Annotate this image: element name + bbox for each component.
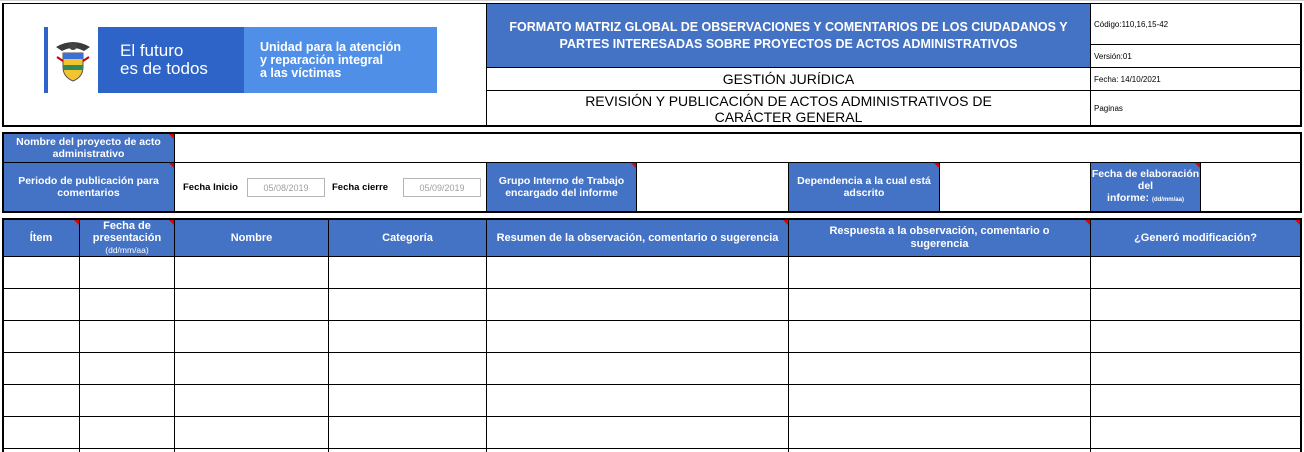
table-row[interactable] <box>3 321 1300 352</box>
col-header-modification: ¿Generó modificación? <box>1091 220 1300 256</box>
work-group-label: Grupo Interno de Trabajo encargado del informe <box>487 163 636 211</box>
end-date-field[interactable]: 05/09/2019 <box>403 178 481 197</box>
col-header-date-format: (dd/mm/aa) <box>105 245 149 255</box>
period-label: Periodo de publicación para comentarios <box>3 163 174 211</box>
start-date-field[interactable]: 05/08/2019 <box>247 178 325 197</box>
doc-version: Versión:01 <box>1094 51 1132 61</box>
logo-entity-line1: Unidad para la atención <box>260 40 402 54</box>
col-header-response: Respuesta a la observación, comentario o sugerencia <box>789 220 1090 256</box>
project-name-field[interactable] <box>175 134 1300 162</box>
col-header-category: Categoría <box>329 220 486 256</box>
doc-code: Código:110,16,15-42 <box>1094 19 1169 29</box>
end-date-label: Fecha cierre <box>332 182 388 193</box>
dependency-label: Dependencia a la cual está adscrito <box>789 163 939 211</box>
logo-slogan-line2: es de todos <box>120 59 208 78</box>
report-date-field[interactable] <box>1201 163 1300 211</box>
col-header-name: Nombre <box>175 220 328 256</box>
table-row[interactable] <box>3 353 1300 384</box>
report-date-format: (dd/mm/aa) <box>1151 197 1184 203</box>
table-row[interactable] <box>3 289 1300 320</box>
colombia-coat-of-arms-icon <box>48 27 98 93</box>
col-header-item: Ítem <box>3 220 79 256</box>
area-title: GESTIÓN JURÍDICA <box>722 71 855 87</box>
logo-entity-line2: y reparación integral <box>260 53 383 67</box>
table-row[interactable] <box>3 385 1300 416</box>
logo-entity-line3: a las víctimas <box>260 66 342 80</box>
logo-slogan-line1: El futuro <box>120 41 184 60</box>
report-date-label: Fecha de elaboración del informe: (dd/mm/aa) <box>1091 163 1200 211</box>
logo-left-panel <box>44 27 244 93</box>
table-row[interactable] <box>3 257 1300 288</box>
form-title: FORMATO MATRIZ GLOBAL DE OBSERVACIONES Y COMENTARIOS DE LOS CIUDADANOS Y PARTES INTERESADAS SOBRE PROYECTOS DE ACTOS ADMINISTRATIVOS <box>487 4 1090 67</box>
logo-right-panel <box>244 27 437 93</box>
table-row[interactable] <box>3 417 1300 448</box>
work-group-field[interactable] <box>637 163 788 211</box>
process-title: REVISIÓN Y PUBLICACIÓN DE ACTOS ADMINISTRATIVOS DE CARÁCTER GENERAL <box>585 92 992 125</box>
col-header-date: Fecha de presentación (dd/mm/aa) <box>80 220 174 256</box>
start-date-label: Fecha Inicio <box>183 182 238 193</box>
dependency-field[interactable] <box>940 163 1090 211</box>
project-name-label: Nombre del proyecto de acto administrativo <box>3 134 174 162</box>
doc-date: Fecha: 14/10/2021 <box>1094 74 1161 84</box>
doc-pages: Paginas <box>1094 104 1123 113</box>
col-header-summary: Resumen de la observación, comentario o sugerencia <box>487 220 788 256</box>
logo-banner <box>44 27 437 93</box>
